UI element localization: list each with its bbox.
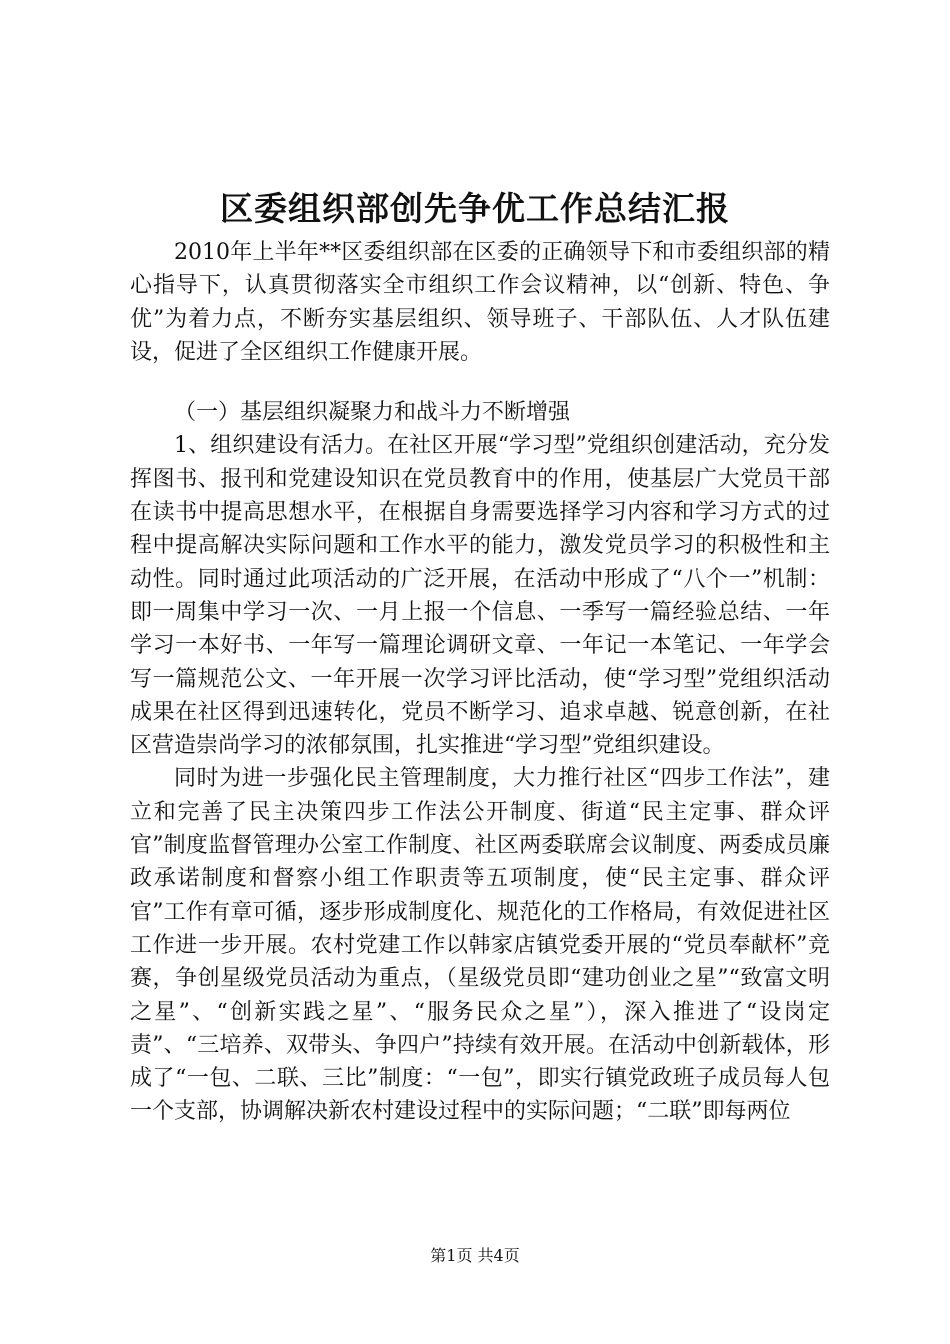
section-heading: （一）基层组织凝聚力和战斗力不断增强 [174, 400, 571, 426]
intro-paragraph: 2010年上半年**区委组织部在区委的正确领导下和市委组织部的精心指导下，认真贯彻落实全市组织工作会议精神，以“创新、特色、争优”为着力点，不断夯实基层组织、领导班子、干部队伍、人才队伍建设，促进了全区组织工作健康开展。 [130, 240, 830, 365]
document-body [130, 236, 830, 1129]
body-paragraph-2: 同时为进一步强化民主管理制度，大力推行社区“四步工作法”，建立和完善了民主决策四步工作法公开制度、街道“民主定事、群众评官”制度监督管理办公室工作制度、社区两委联席会议制度、两委成员廉政承诺制度和督察小组工作职责等五项制度，使“民主定事、群众评官”工作有章可循，逐步形成制度化、规范化的工作格局，有效促进社区工作进一步开展。农村党建工作以韩家店镇党委开展的“党员奉献杯”竞赛，争创星级党员活动为重点，（星级党员即“建功创业之星”“致富文明之星”、“创新实践之星”、“服务民众之星”），深入推进了“设岗定责”、“三培养、双带头、争四户”持续有效开展。在活动中创新载体，形成了“一包、二联、三比”制度：“一包”，即实行镇党政班子成员每人包一个支部，协调解决新农村建设过程中的实际问题；“二联”即每两位 [130, 766, 830, 1125]
page-footer: 第1页 共4页 [430, 1246, 520, 1265]
document-title: 区委组织部创先争优工作总结汇报 [220, 189, 730, 228]
body-paragraph-1: 1、组织建设有活力。在社区开展“学习型”党组织创建活动，充分发挥图书、报刊和党建设知识在党员教育中的作用，使基层广大党员干部在读书中提高思想水平，在根据自身需要选择学习内容和学习方式的过程中提高解决实际问题和工作水平的能力，激发党员学习的积极性和主动性。同时通过此项活动的广泛开展，在活动中形成了“八个一”机制：即一周集中学习一次、一月上报一个信息、一季写一篇经验总结、一年学习一本好书、一年写一篇理论调研文章、一年记一本笔记、一年学会写一篇规范公文、一年开展一次学习评比活动，使“学习型”党组织活动成果在社区得到迅速转化，党员不断学习、追求卓越、锐意创新，在社区营造崇尚学习的浓郁氛围，扎实推进“学习型”党组织建设。 [130, 433, 830, 759]
